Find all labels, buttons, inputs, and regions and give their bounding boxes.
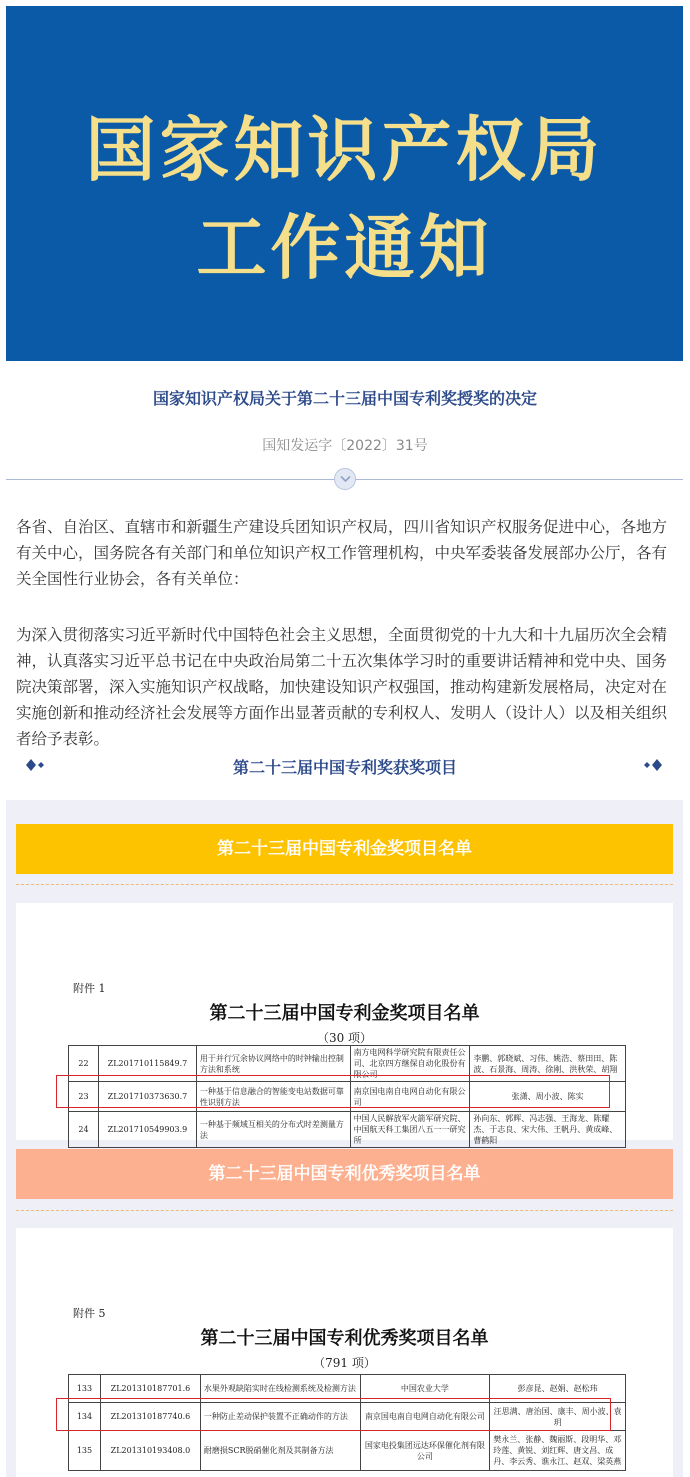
dashed-divider bbox=[16, 1210, 673, 1211]
dashed-divider bbox=[16, 884, 673, 885]
patentee: 南京国电南自电网自动化有限公司 bbox=[360, 1403, 490, 1431]
paragraph-addressees: 各省、自治区、直辖市和新疆生产建设兵团知识产权局，四川省知识产权服务促进中心，各地方有关中心，国务院各有关部门和单位知识产权工作管理机构，中央军委装备发展部办公厅，各有关全国性行业协会，各有关单位： bbox=[16, 518, 668, 588]
patent-number: ZL201710549903.9 bbox=[98, 1112, 196, 1148]
list-title: 第二十三届中国专利金奖项目名单 bbox=[209, 1003, 480, 1024]
patentee: 中国农业大学 bbox=[360, 1375, 490, 1403]
highlight-box bbox=[56, 1398, 611, 1431]
patent-number: ZL201310187701.6 bbox=[100, 1375, 200, 1403]
list-count: （30 项） bbox=[316, 1031, 373, 1045]
banner-title-line2: 工作通知 bbox=[196, 206, 493, 289]
paragraph-decision: 为深入贯彻落实习近平新时代中国特色社会主义思想，全面贯彻党的十九大和十九届历次全会精神，认真落实习近平总书记在中央政治局第二十五次集体学习时的重要讲话精神和党中央、国务院决策部署，深入实施知识产权战略，加快建设知识产权强国，推动构建新发展格局，决定对在实施创新和推动经济社会发展等方面作出显著贡献的专利权人、发明人（设计人）以及相关组织者给予表彰。 bbox=[16, 626, 668, 748]
document-title: 国家知识产权局关于第二十三届中国专利奖授奖的决定 bbox=[152, 389, 537, 408]
row-number: 134 bbox=[69, 1403, 101, 1431]
patent-number: ZL201310187740.6 bbox=[100, 1403, 200, 1431]
patentee: 国家电投集团远达环保催化剂有限公司 bbox=[360, 1431, 490, 1471]
inventors: 樊永兰、张静、魏丽斯、段明华、邓玲莲、黄锐、刘红辉、唐文昌、成丹、李云秀、谯永江、赵双、梁英燕 bbox=[490, 1431, 626, 1471]
patent-number: ZL201710115849.7 bbox=[98, 1046, 196, 1082]
patent-name: 一种基于频域互相关的分布式时差测量方法 bbox=[196, 1112, 350, 1148]
inventors: 彭彦昆、赵娟、赵松玮 bbox=[490, 1375, 626, 1403]
patent-name: 水果外观缺陷实时在线检测系统及检测方法 bbox=[200, 1375, 360, 1403]
document-number: 国知发运字〔2022〕31号 bbox=[262, 438, 428, 454]
patent-name: 一种基于信息融合的智能变电站数据可靠性识别方法 bbox=[196, 1082, 350, 1112]
attachment-label: 附件 5 bbox=[73, 1307, 106, 1320]
row-number: 135 bbox=[69, 1431, 101, 1471]
patentee: 南方电网科学研究院有限责任公司、北京四方继保自动化股份有限公司 bbox=[350, 1046, 470, 1082]
gold-award-document-image bbox=[16, 903, 673, 1145]
patentee: 中国人民解放军火箭军研究院、中国航天科工集团八五一一研究所 bbox=[350, 1112, 470, 1148]
section-title: 第二十三届中国专利奖获奖项目 bbox=[232, 758, 457, 777]
patent-number: ZL201310193408.0 bbox=[100, 1431, 200, 1471]
diamond-ornament-icon bbox=[641, 758, 663, 772]
row-number: 133 bbox=[69, 1375, 101, 1403]
highlight-box bbox=[56, 1075, 610, 1108]
header-banner bbox=[6, 6, 683, 361]
banner-title-line1: 国家知识产权局 bbox=[85, 108, 604, 191]
inventors: 张潇、周小波、陈实 bbox=[470, 1082, 626, 1112]
patentee: 南京国电南自电网自动化有限公司 bbox=[350, 1082, 470, 1112]
patent-number: ZL201710373630.7 bbox=[98, 1082, 196, 1112]
list-title: 第二十三届中国专利优秀奖项目名单 bbox=[200, 1328, 489, 1349]
row-number: 22 bbox=[69, 1046, 99, 1082]
expand-chevron-icon[interactable] bbox=[334, 468, 356, 490]
row-number: 23 bbox=[69, 1082, 99, 1112]
table-row bbox=[69, 1431, 626, 1471]
gold-award-bar: 第二十三届中国专利金奖项目名单 bbox=[16, 824, 673, 874]
list-count: （791 项） bbox=[313, 1356, 376, 1370]
inventors: 汪思满、唐治国、康丰、周小波、袁玥 bbox=[490, 1403, 626, 1431]
inventors: 李鹏、郭晓斌、习伟、姚浩、蔡田田、陈波、石景海、周涛、徐刚、洪秋荣、胡翔 bbox=[470, 1046, 626, 1082]
row-number: 24 bbox=[69, 1112, 99, 1148]
attachment-label: 附件 1 bbox=[73, 982, 106, 995]
patent-name: 用于并行冗余协议网络中的时钟输出控制方法和系统 bbox=[196, 1046, 350, 1082]
inventors: 孙向东、郭辉、冯志强、王海龙、陈耀杰、于志良、宋大伟、王帆丹、黄成峰、曹鹤阳 bbox=[470, 1112, 626, 1148]
table-row bbox=[69, 1112, 626, 1148]
excellent-award-document-image bbox=[16, 1228, 673, 1477]
patent-name: 耐磨损SCR脱硝催化剂及其制备方法 bbox=[200, 1431, 360, 1471]
patent-name: 一种防止差动保护装置不正确动作的方法 bbox=[200, 1403, 360, 1431]
excellent-award-bar: 第二十三届中国专利优秀奖项目名单 bbox=[16, 1149, 673, 1199]
